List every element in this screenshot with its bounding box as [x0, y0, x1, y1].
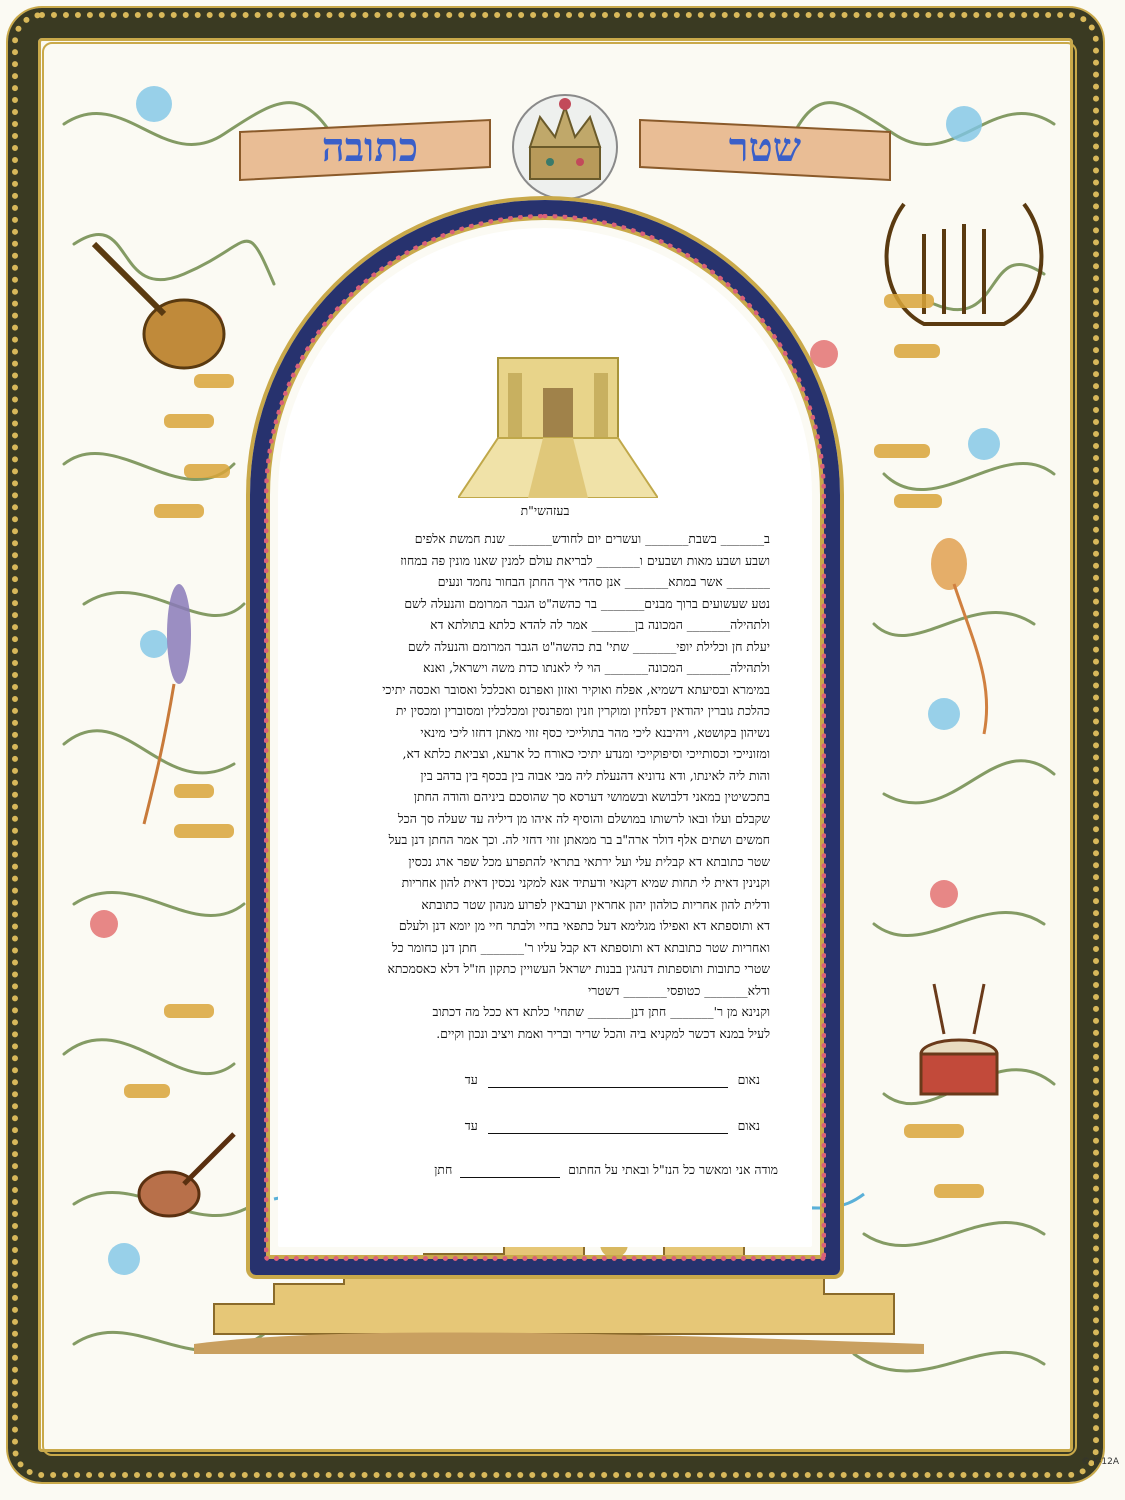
- text-line: שטר כתובתא דא קבלית עלי ועל ירתאי בתראי להתפרע מכל שפר ארג נכסין: [408, 853, 770, 869]
- title-right-part: שטר: [728, 124, 802, 171]
- signature-line[interactable]: [488, 1133, 728, 1134]
- witness-signature-1: [440, 1072, 760, 1088]
- text-line: חמשים ושתים אלף דולר ארה"ב בר ממאתן זוזי דחזי לה. וכך אמר החתן דנן בעל: [388, 832, 770, 847]
- drum-icon: [921, 984, 997, 1094]
- signature-left-label: עד: [464, 1072, 478, 1087]
- witness-signature-2: [440, 1118, 760, 1134]
- text-line: שטרי כתובות ותוספתות דנהגין בבנות ישראל העשויין כתקון חז"ל דלא כאסמכתא: [387, 961, 770, 976]
- ketubah-text: [280, 528, 770, 1044]
- groom-declaration: מודה אני ומאשר כל הנז"ל ובאתי על החתום: [568, 1162, 778, 1177]
- copyright-mark: © K-12A: [1081, 1457, 1119, 1467]
- text-line: ודלא_______ כטופסי_______ דשטרי: [587, 982, 770, 998]
- text-line: ושבע ושבע מאות ושבעים ו_______ לבריאת עולם למנין שאנו מונין פה במחוז: [400, 552, 770, 568]
- temple-icon: [458, 348, 658, 498]
- text-line: וקנינא מן ר'_______ חתן דנן_______ שתחי' כלתא דא ככל מה דכתוב: [432, 1004, 770, 1019]
- text-line: לעיל במנא דכשר למקניא ביה והכל שריר ובריר ואמת ויציב ונכון וקיים.: [436, 1025, 770, 1041]
- text-line: וקנינין דאית לי תחות שמיא דקנאי ודעתיד אנא למקני נכסין דאית להון אחריות: [401, 875, 770, 890]
- title-left-part: כתובה: [321, 124, 419, 171]
- text-line: נטע שעשועים ברוך מבנים_______ בר כהשה"ט הגבר המרומם והנעלה לשם: [404, 595, 770, 611]
- groom-signature: [348, 1162, 778, 1178]
- text-line: דא ותוספתא דא ואפילו מגלימא דעל כתפאי בחיי ולבתר חיי מן יומא דנן ולעלם: [398, 918, 770, 933]
- text-line: והות ליה לאינתו, ודא נדוניא דהנעלת ליה מבי אבוה בין בכסף בין בדהב בין: [420, 767, 770, 783]
- text-line: ולתהילה_______ המכונה בן_______ אמר לה להדא כלתא בתולתא דא: [430, 617, 770, 632]
- groom-label: חתן: [434, 1162, 453, 1177]
- text-line: כהלכת גוברין יהודאין דפלחין ומוקרין וזנין ומפרנסין ומכלכלין ומסוברין ומכסין ית: [395, 703, 770, 718]
- violin-icon: [139, 1134, 234, 1216]
- text-line: בתכשיטין במאני דלבושא ובשמושי דערסא סך שהוסכם ביניהם והודה החתן: [413, 789, 770, 804]
- signature-left-label: עד: [464, 1118, 478, 1133]
- text-line: ודלית להון אחריות כולהון יהון אחראין וערבאין לפרוע מנהון שטר כתובתא: [421, 896, 770, 912]
- signature-right-label: נאום: [737, 1118, 760, 1133]
- text-line: שקבלם ועלו ובאו לרשותו במושלם והוסיף לה איהו מן דיליה עד שעלה סך הכל: [397, 810, 770, 826]
- text-line: ב_______ בשבת_______ ועשרים יום לחודש_______ שנת חמשת אלפים: [414, 531, 770, 546]
- text-line: _______ אשר במתא_______ אנן סהדי איך החתן הבחור נחמד ונעים: [437, 574, 770, 589]
- text-line: נשיהון בקושטא, ויהיבנא ליכי מהר בתולייכי כסף זוזי מאתן דחזו ליכי מינאי: [420, 724, 770, 740]
- opening-blessing: בעזהשי"ת: [520, 503, 570, 518]
- text-line: ואחריות שטר כתובתא דא ותוספתא דא קבל עליו ר'_______ חתן דנן כחומר כל: [391, 939, 770, 955]
- text-line: ומזונייכי וכסותייכי וסיפוקייכי ומנדע יתיכי כאורח כל ארעא, וצביאת כלתא דא,: [402, 746, 770, 761]
- text-line: יעלת חן וכלילת יופי_______ שתי' בת כהשה"ט הגבר המרומם והנעלה לשם: [407, 638, 770, 654]
- signature-line[interactable]: [460, 1177, 560, 1178]
- text-line: ולתהילה_______ המכונה_______ הוי לי לאנתו כדת משה וישראל, ואנא: [423, 660, 770, 675]
- text-line: במימרא ובסיעתא דשמיא, אפלח ואוקיר ואזון ואפרנס ואכלכל ואסובר ואכסה יתיכי: [382, 681, 770, 697]
- signature-right-label: נאום: [737, 1072, 760, 1087]
- signature-line[interactable]: [488, 1087, 728, 1088]
